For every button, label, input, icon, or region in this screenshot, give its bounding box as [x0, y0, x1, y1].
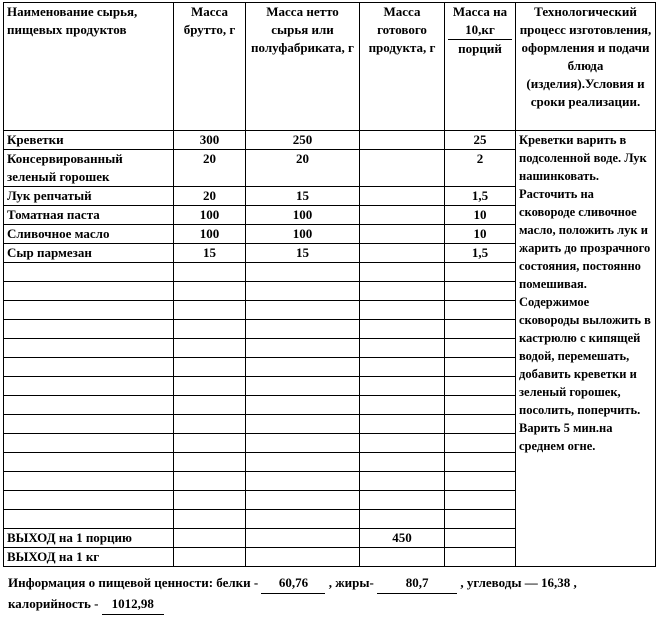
ingredient-finished	[360, 225, 445, 244]
empty-cell	[445, 510, 516, 529]
empty-cell	[246, 415, 360, 434]
yield-portion-portions	[445, 529, 516, 548]
ingredient-name: Сыр пармезан	[4, 244, 174, 263]
ingredient-finished	[360, 131, 445, 150]
ingredient-gross: 100	[174, 206, 246, 225]
empty-cell	[360, 282, 445, 301]
ingredient-gross: 300	[174, 131, 246, 150]
empty-cell	[445, 282, 516, 301]
header-name: Наименование сырья, пищевых продуктов	[4, 3, 174, 131]
header-portions	[445, 3, 516, 131]
empty-cell	[246, 358, 360, 377]
empty-cell	[246, 339, 360, 358]
empty-cell	[174, 415, 246, 434]
ingredient-name: Креветки	[4, 131, 174, 150]
empty-cell	[246, 453, 360, 472]
empty-cell	[4, 320, 174, 339]
ingredient-name: Лук репчатый	[4, 187, 174, 206]
empty-cell	[4, 377, 174, 396]
process-description: Креветки варить в подсоленной воде. Лук нашинковать. Расточить на сковороде сливочное масло, положить лук и жарить до прозрачного состояния, постоянно помешивая. Содержимое сковороды выложить в кастрюлю с кипящей водой, перемешать, добавить креветки и зеленый горошек, посолить, поперчить. Варить 5 мин.на среднем огне.	[519, 133, 651, 453]
empty-cell	[174, 453, 246, 472]
empty-cell	[246, 301, 360, 320]
protein-value: 60,76	[261, 573, 325, 594]
empty-cell	[445, 377, 516, 396]
empty-cell	[445, 301, 516, 320]
ingredient-finished	[360, 206, 445, 225]
empty-cell	[445, 415, 516, 434]
empty-cell	[360, 434, 445, 453]
empty-cell	[360, 415, 445, 434]
recipe-table	[3, 2, 656, 567]
empty-cell	[174, 491, 246, 510]
header-net: Масса нетто сырья или полуфабриката, г	[246, 3, 360, 131]
empty-cell	[174, 472, 246, 491]
empty-cell	[360, 358, 445, 377]
empty-cell	[174, 396, 246, 415]
empty-cell	[4, 434, 174, 453]
ingredient-net: 15	[246, 187, 360, 206]
empty-cell	[246, 377, 360, 396]
empty-cell	[246, 396, 360, 415]
yield-kg-cell	[174, 548, 246, 567]
ingredient-portions: 10	[445, 225, 516, 244]
yield-portion-gross	[174, 529, 246, 548]
empty-cell	[246, 434, 360, 453]
ingredient-finished	[360, 150, 445, 187]
header-portions-top: Масса на 10,кг	[448, 3, 512, 40]
empty-cell	[445, 396, 516, 415]
empty-cell	[360, 510, 445, 529]
empty-cell	[4, 415, 174, 434]
empty-cell	[4, 491, 174, 510]
ingredient-name: Консервированный зеленый горошек	[4, 150, 174, 187]
ingredient-row	[4, 131, 656, 150]
ingredient-net: 250	[246, 131, 360, 150]
empty-cell	[174, 510, 246, 529]
empty-cell	[174, 377, 246, 396]
empty-cell	[174, 339, 246, 358]
ingredient-portions: 1,5	[445, 244, 516, 263]
empty-cell	[445, 491, 516, 510]
header-gross: Масса брутто, г	[174, 3, 246, 131]
ingredient-net: 20	[246, 150, 360, 187]
ingredient-portions: 2	[445, 150, 516, 187]
empty-cell	[246, 491, 360, 510]
ingredient-finished	[360, 187, 445, 206]
empty-cell	[4, 301, 174, 320]
empty-cell	[445, 339, 516, 358]
empty-cell	[4, 339, 174, 358]
empty-cell	[360, 491, 445, 510]
empty-cell	[246, 510, 360, 529]
table-body	[4, 131, 656, 567]
ingredient-gross: 20	[174, 187, 246, 206]
yield-kg-cell	[445, 548, 516, 567]
process-text	[516, 131, 656, 567]
ingredient-portions: 25	[445, 131, 516, 150]
ingredient-name: Сливочное масло	[4, 225, 174, 244]
yield-kg-cell	[360, 548, 445, 567]
yield-kg-cell	[246, 548, 360, 567]
empty-cell	[445, 320, 516, 339]
empty-cell	[445, 472, 516, 491]
fat-value: 80,7	[377, 573, 457, 594]
ingredient-finished	[360, 244, 445, 263]
empty-cell	[4, 358, 174, 377]
empty-cell	[246, 472, 360, 491]
yield-portion-net	[246, 529, 360, 548]
empty-cell	[174, 320, 246, 339]
header-portions-bottom: порций	[458, 41, 502, 56]
yield-portion-value: 450	[360, 529, 445, 548]
empty-cell	[360, 396, 445, 415]
empty-cell	[4, 263, 174, 282]
ingredient-gross: 20	[174, 150, 246, 187]
empty-cell	[4, 472, 174, 491]
header-process: Технологический процесс изготовления, оформления и подачи блюда (изделия).Условия и сроки реализации.	[516, 3, 656, 131]
empty-cell	[445, 263, 516, 282]
empty-cell	[174, 434, 246, 453]
header-finished: Масса готового продукта, г	[360, 3, 445, 131]
calories-label: калорийность -	[8, 596, 99, 611]
empty-cell	[445, 434, 516, 453]
table-header-row	[4, 3, 656, 131]
nutrition-prefix: Информация о пищевой ценности: белки -	[8, 575, 259, 590]
empty-cell	[4, 510, 174, 529]
ingredient-name: Томатная паста	[4, 206, 174, 225]
empty-cell	[360, 263, 445, 282]
empty-cell	[360, 453, 445, 472]
calories-value: 1012,98	[102, 594, 164, 615]
empty-cell	[360, 320, 445, 339]
ingredient-gross: 100	[174, 225, 246, 244]
empty-cell	[174, 358, 246, 377]
ingredient-net: 100	[246, 225, 360, 244]
fat-label: , жиры-	[328, 575, 374, 590]
empty-cell	[4, 282, 174, 301]
ingredient-portions: 1,5	[445, 187, 516, 206]
ingredient-net: 15	[246, 244, 360, 263]
empty-cell	[246, 320, 360, 339]
nutrition-info	[8, 573, 648, 615]
ingredient-gross: 15	[174, 244, 246, 263]
empty-cell	[360, 472, 445, 491]
empty-cell	[4, 453, 174, 472]
ingredient-net: 100	[246, 206, 360, 225]
empty-cell	[360, 301, 445, 320]
ingredient-portions: 10	[445, 206, 516, 225]
empty-cell	[4, 396, 174, 415]
empty-cell	[174, 301, 246, 320]
carbs-label: , углеводы — 16,38 ,	[460, 575, 577, 590]
empty-cell	[174, 263, 246, 282]
empty-cell	[174, 282, 246, 301]
empty-cell	[445, 453, 516, 472]
empty-cell	[246, 263, 360, 282]
empty-cell	[445, 358, 516, 377]
empty-cell	[360, 339, 445, 358]
empty-cell	[360, 377, 445, 396]
empty-cell	[246, 282, 360, 301]
yield-portion-label: ВЫХОД на 1 порцию	[4, 529, 174, 548]
yield-kg-label: ВЫХОД на 1 кг	[4, 548, 174, 567]
